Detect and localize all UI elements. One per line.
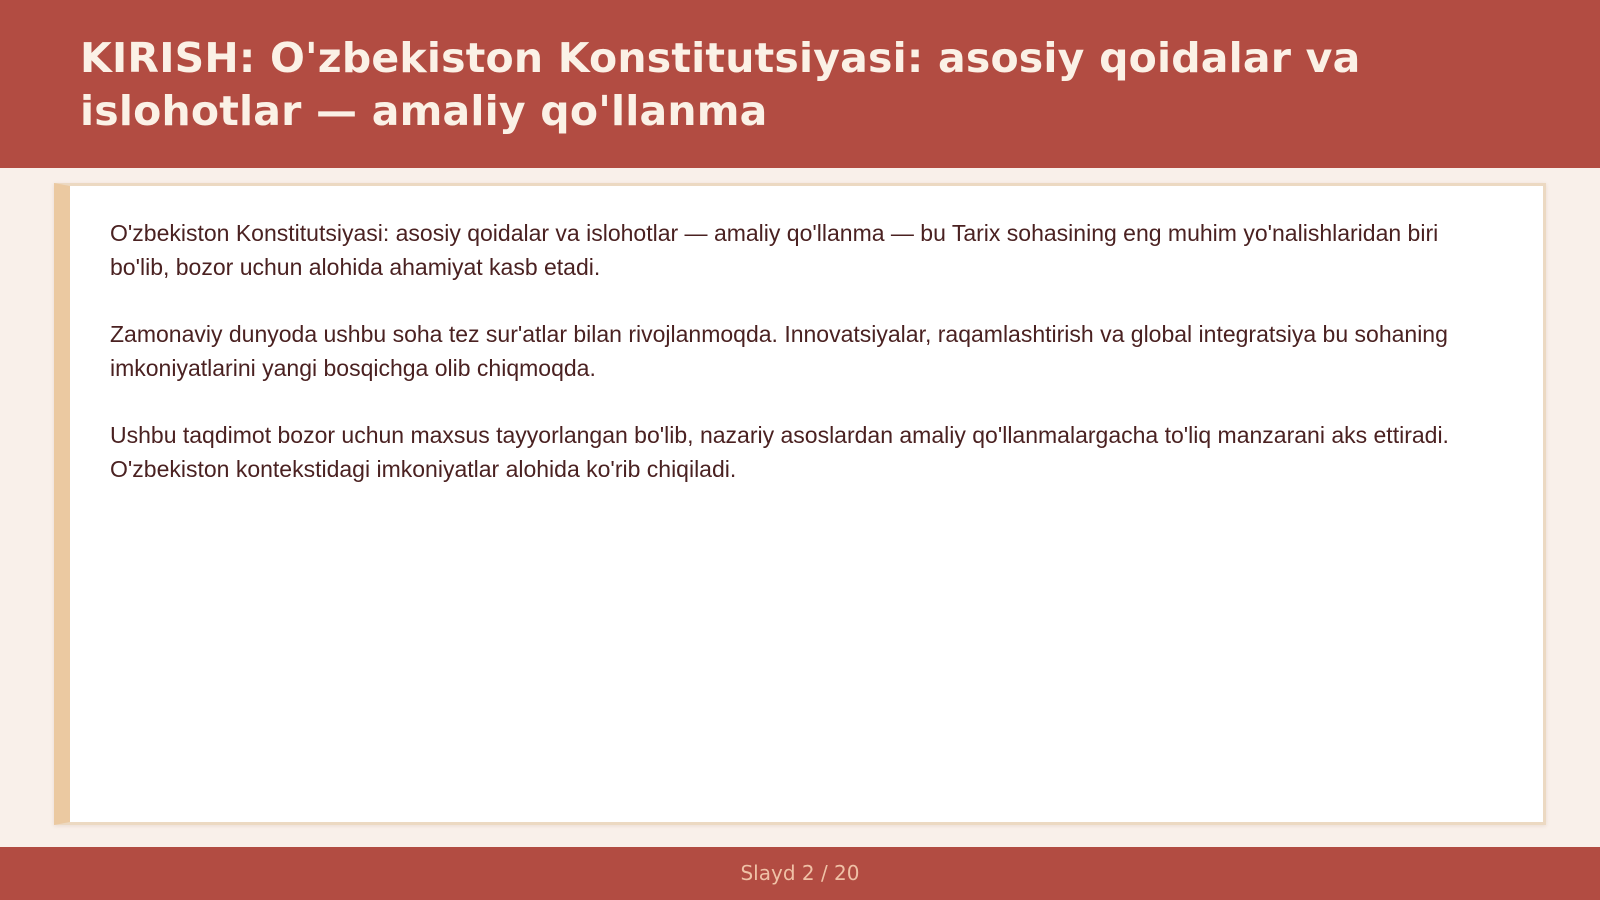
slide-header: [0, 0, 1600, 168]
paragraph-intro: O'zbekiston Konstitutsiyasi: asosiy qoidalar va islohotlar — amaliy qo'llanma — bu Tarix sohasining eng muhim yo'nalishlaridan biri bo'lib, bozor uchun alohida ahamiyat kasb etadi.: [110, 220, 1439, 280]
content-card: [54, 183, 1546, 825]
paragraph-modern-world: Zamonaviy dunyoda ushbu soha tez sur'atlar bilan rivojlanmoqda. Innovatsiyalar, raqamlashtirish va global integratsiya bu sohaning imkoniyatlarini yangi bosqichga olib chiqmoqda.: [110, 321, 1448, 381]
slide-counter: Slayd 2 / 20: [740, 861, 860, 885]
content-body: [110, 216, 1500, 519]
paragraph-presentation-scope: Ushbu taqdimot bozor uchun maxsus tayyorlangan bo'lib, nazariy asoslardan amaliy qo'llanmalargacha to'liq manzarani aks ettiradi. O'zbekiston kontekstidagi imkoniyatlar alohida ko'rib chiqiladi.: [110, 422, 1449, 482]
slide-footer: [0, 847, 1600, 900]
slide-title: KIRISH: O'zbekiston Konstitutsiyasi: asosiy qoidalar va islohotlar — amaliy qo'llanma: [80, 34, 1361, 135]
